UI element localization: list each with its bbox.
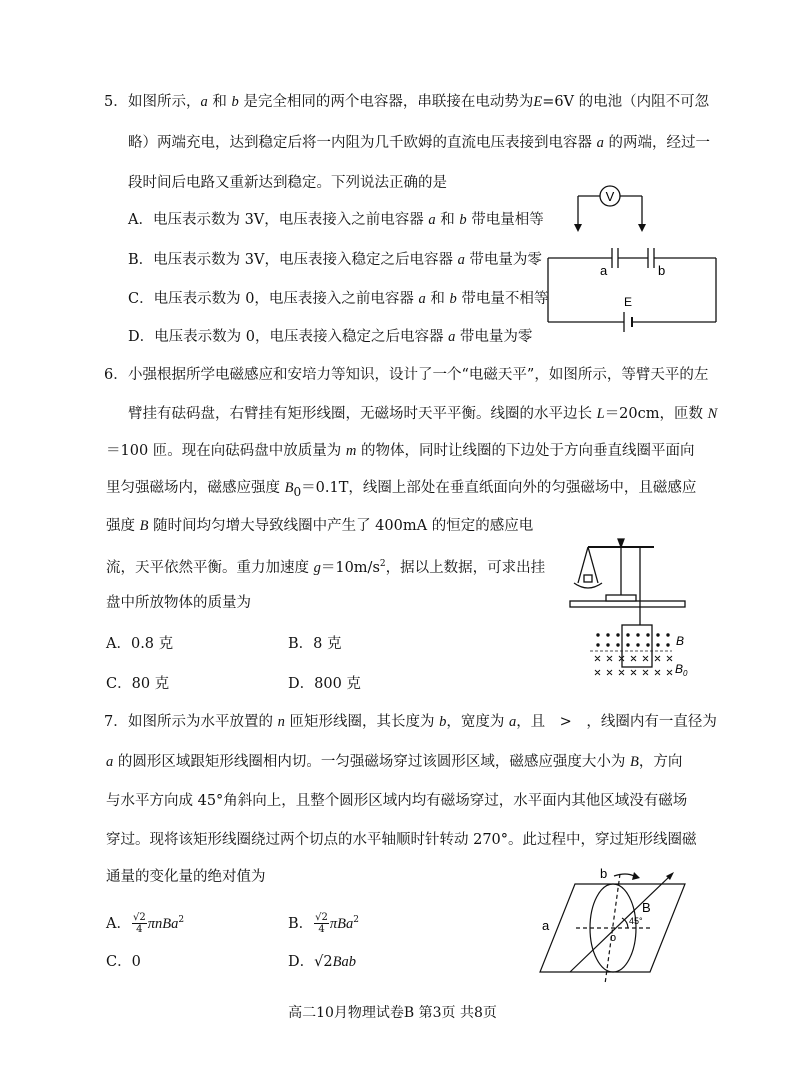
question-text: 如图所示为水平放置的 n 匝矩形线圈，其长度为 b，宽度为 a，且 > ，线圈内有一直径为 [128,714,717,730]
question-text: 段时间后电路又重新达到稳定。下列说法正确的是 [128,175,447,191]
option-c: C．0 [106,954,141,970]
question-text: 如图所示，a 和 b 是完全相同的两个电容器，串联接在电动势为E=6V 的电池（内阻不可忽 [128,94,710,110]
question-text: 与水平方向成 45°角斜向上，且整个圆形区域内均有磁场穿过，水平面内其他区域没有磁场 [106,793,688,809]
question-number: 5． [104,94,128,110]
option-c: C．电压表示数为 0，电压表接入之前电容器 a 和 b 带电量不相等 [128,291,549,307]
question-text: 小强根据所学电磁感应和安培力等知识，设计了一个“电磁天平”，如图所示，等臂天平的左 [128,367,709,383]
option-a: A． $\frac{√2}{4}$ πnBa$^2$ [106,912,185,936]
option-b: B．电压表示数为 3V，电压表接入稳定之后电容器 a 带电量为零 [128,252,542,268]
angle-label: 45° [629,916,643,926]
question-text: 穿过。现将该矩形线圈绕过两个切点的水平轴顺时针转动 270°。此过程中，穿过矩形线圈磁 [106,832,697,848]
option-b: B．8 克 [288,636,342,652]
question-text: ＝100 匝。现在向砝码盘中放质量为 m 的物体，同时让线圈的下边处于方向垂直线圈平面向 [106,443,695,459]
option-a: A．电压表示数为 3V，电压表接入之前电容器 a 和 b 带电量相等 [128,212,544,228]
question-text: 强度 B 随时间均匀增大导致线圈中产生了 400mA 的恒定的感应电 [106,518,534,534]
circuit-diagram [540,180,730,340]
side-a-label: a [542,918,550,933]
question-number: 7． [104,714,128,730]
question-text: 盘中所放物体的质量为 [106,595,251,611]
question-text: 臂挂有砝码盘，右臂挂有矩形线圈，无磁场时天平平衡。线圈的水平边长 L＝20cm，匝数 N [128,406,718,422]
battery-label: E [624,295,633,309]
side-b-label: b [600,866,608,881]
field-b-label: B [676,634,685,648]
question-text: a 的圆形区域跟矩形线圈相内切。一匀强磁场穿过该圆形区域，磁感应强度大小为 B，方向 [106,754,683,770]
option-d: D．800 克 [288,676,361,692]
question-text: 流，天平依然平衡。重力加速度 $g=10m/s^2$，据以上数据，可求出挂 [106,559,546,576]
rotating-coil-diagram [530,862,700,992]
option-c: C．80 克 [106,676,170,692]
field-b0-label: $B_0$ [675,662,688,678]
balance-diagram [560,525,700,695]
capacitor-b-label: b [658,263,666,278]
question-text: 通量的变化量的绝对值为 [106,869,266,885]
option-d: D．√2Bab [288,954,356,970]
capacitor-a-label: a [600,263,608,278]
question-text: 略）两端充电，达到稳定后将一内阻为几千欧姆的直流电压表接到电容器 a 的两端，经过一 [128,135,710,151]
option-b: B． $\frac{√2}{4}$ πBa$^2$ [288,912,359,936]
field-b-label: B [642,900,651,915]
question-text: 里匀强磁场内，磁感应强度 $B_0=0.1T$，线圈上部处在垂直纸面向外的匀强磁场中，且磁感应 [106,480,697,499]
voltmeter-label: V [605,189,615,204]
option-a: A．0.8 克 [106,636,174,652]
question-number: 6． [104,367,128,383]
field-crosses [595,656,672,675]
page-footer: 高二10月物理试卷B 第3页 共8页 [288,1005,497,1021]
center-o-label: o [610,932,617,944]
field-dots [596,633,669,646]
option-d: D．电压表示数为 0，电压表接入稳定之后电容器 a 带电量为零 [128,329,533,345]
